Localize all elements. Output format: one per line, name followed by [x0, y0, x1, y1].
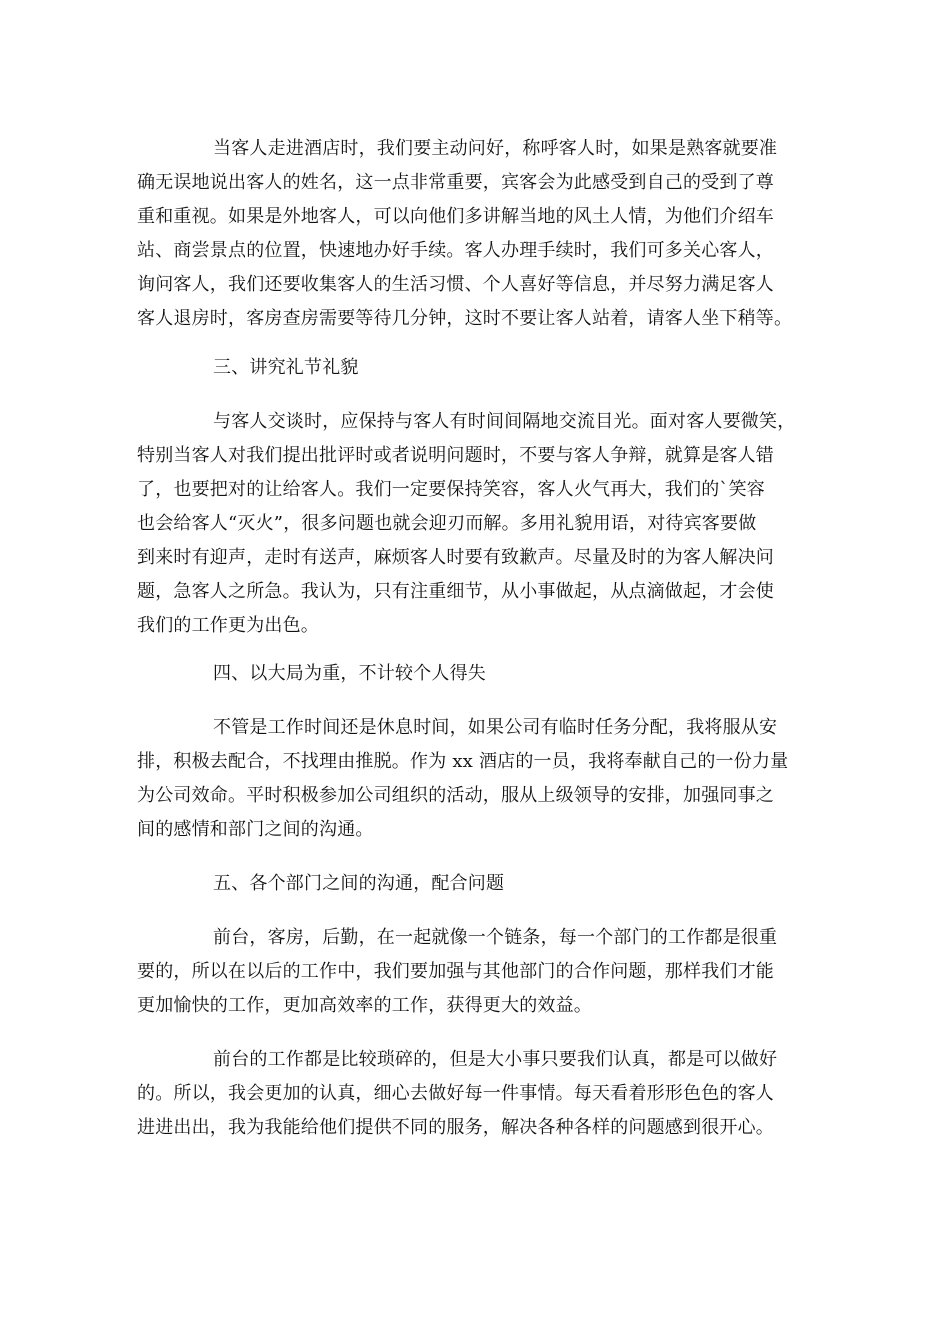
- paragraph-line: 要的，所以在以后的工作中，我们要加强与其他部门的合作问题，那样我们才能: [137, 961, 774, 982]
- paragraph-line: 站、商尝景点的位置，快速地办好手续。客人办理手续时，我们可多关心客人，: [137, 240, 774, 261]
- paragraph-line: 也会给客人“灭火”，很多问题也就会迎刃而解。多用礼貌用语，对待宾客要做: [137, 513, 757, 534]
- paragraph-line: 到来时有迎声，走时有送声，麻烦客人时要有致歉声。尽量及时的为客人解决问: [137, 547, 774, 568]
- paragraph-line: 了，也要把对的让给客人。我们一定要保持笑容，客人火气再大，我们的`笑容: [137, 479, 765, 500]
- section-heading: 三、讲究礼节礼貌: [213, 357, 359, 378]
- paragraph-line: 询问客人，我们还要收集客人的生活习惯、个人喜好等信息，并尽努力满足客人: [137, 274, 774, 295]
- paragraph-line: 进进出出，我为我能给他们提供不同的服务，解决各种各样的问题感到很开心。: [137, 1117, 774, 1138]
- paragraph-line: 间的感情和部门之间的沟通。: [137, 819, 374, 840]
- section-heading: 四、以大局为重，不计较个人得失: [213, 663, 486, 684]
- paragraph-line: 的。所以，我会更加的认真，细心去做好每一件事情。每天看着形形色色的客人: [137, 1083, 774, 1104]
- paragraph-line: 前台，客房，后勤，在一起就像一个链条，每一个部门的工作都是很重: [213, 927, 778, 948]
- paragraph-line: 为公司效命。平时积极参加公司组织的活动，服从上级领导的安排，加强同事之: [137, 785, 774, 806]
- paragraph-line: 不管是工作时间还是休息时间，如果公司有临时任务分配，我将服从安: [213, 717, 778, 738]
- paragraph-line: 题，急客人之所急。我认为，只有注重细节，从小事做起，从点滴做起，才会使: [137, 581, 774, 602]
- paragraph-line: 确无误地说出客人的姓名，这一点非常重要，宾客会为此感受到自己的受到了尊: [137, 172, 774, 193]
- paragraph-line: 前台的工作都是比较琐碎的，但是大小事只要我们认真，都是可以做好: [213, 1049, 778, 1070]
- paragraph-line: 排，积极去配合，不找理由推脱。作为 xx 酒店的一员，我将奉献自己的一份力量: [137, 751, 789, 772]
- paragraph-line: 当客人走进酒店时，我们要主动问好，称呼客人时，如果是熟客就要准: [213, 138, 778, 159]
- paragraph-line: 更加愉快的工作，更加高效率的工作，获得更大的效益。: [137, 995, 592, 1016]
- paragraph-line: 特别当客人对我们提出批评时或者说明问题时，不要与客人争辩，就算是客人错: [137, 445, 774, 466]
- paragraph-line: 重和重视。如果是外地客人，可以向他们多讲解当地的风土人情，为他们介绍车: [137, 206, 774, 227]
- paragraph-line: 我们的工作更为出色。: [137, 615, 319, 636]
- paragraph-line: 客人退房时，客房查房需要等待几分钟，这时不要让客人站着，请客人坐下稍等。: [137, 308, 793, 329]
- paragraph-line: 与客人交谈时，应保持与客人有时间间隔地交流目光。面对客人要微笑，: [213, 411, 796, 432]
- section-heading: 五、各个部门之间的沟通，配合问题: [213, 873, 505, 894]
